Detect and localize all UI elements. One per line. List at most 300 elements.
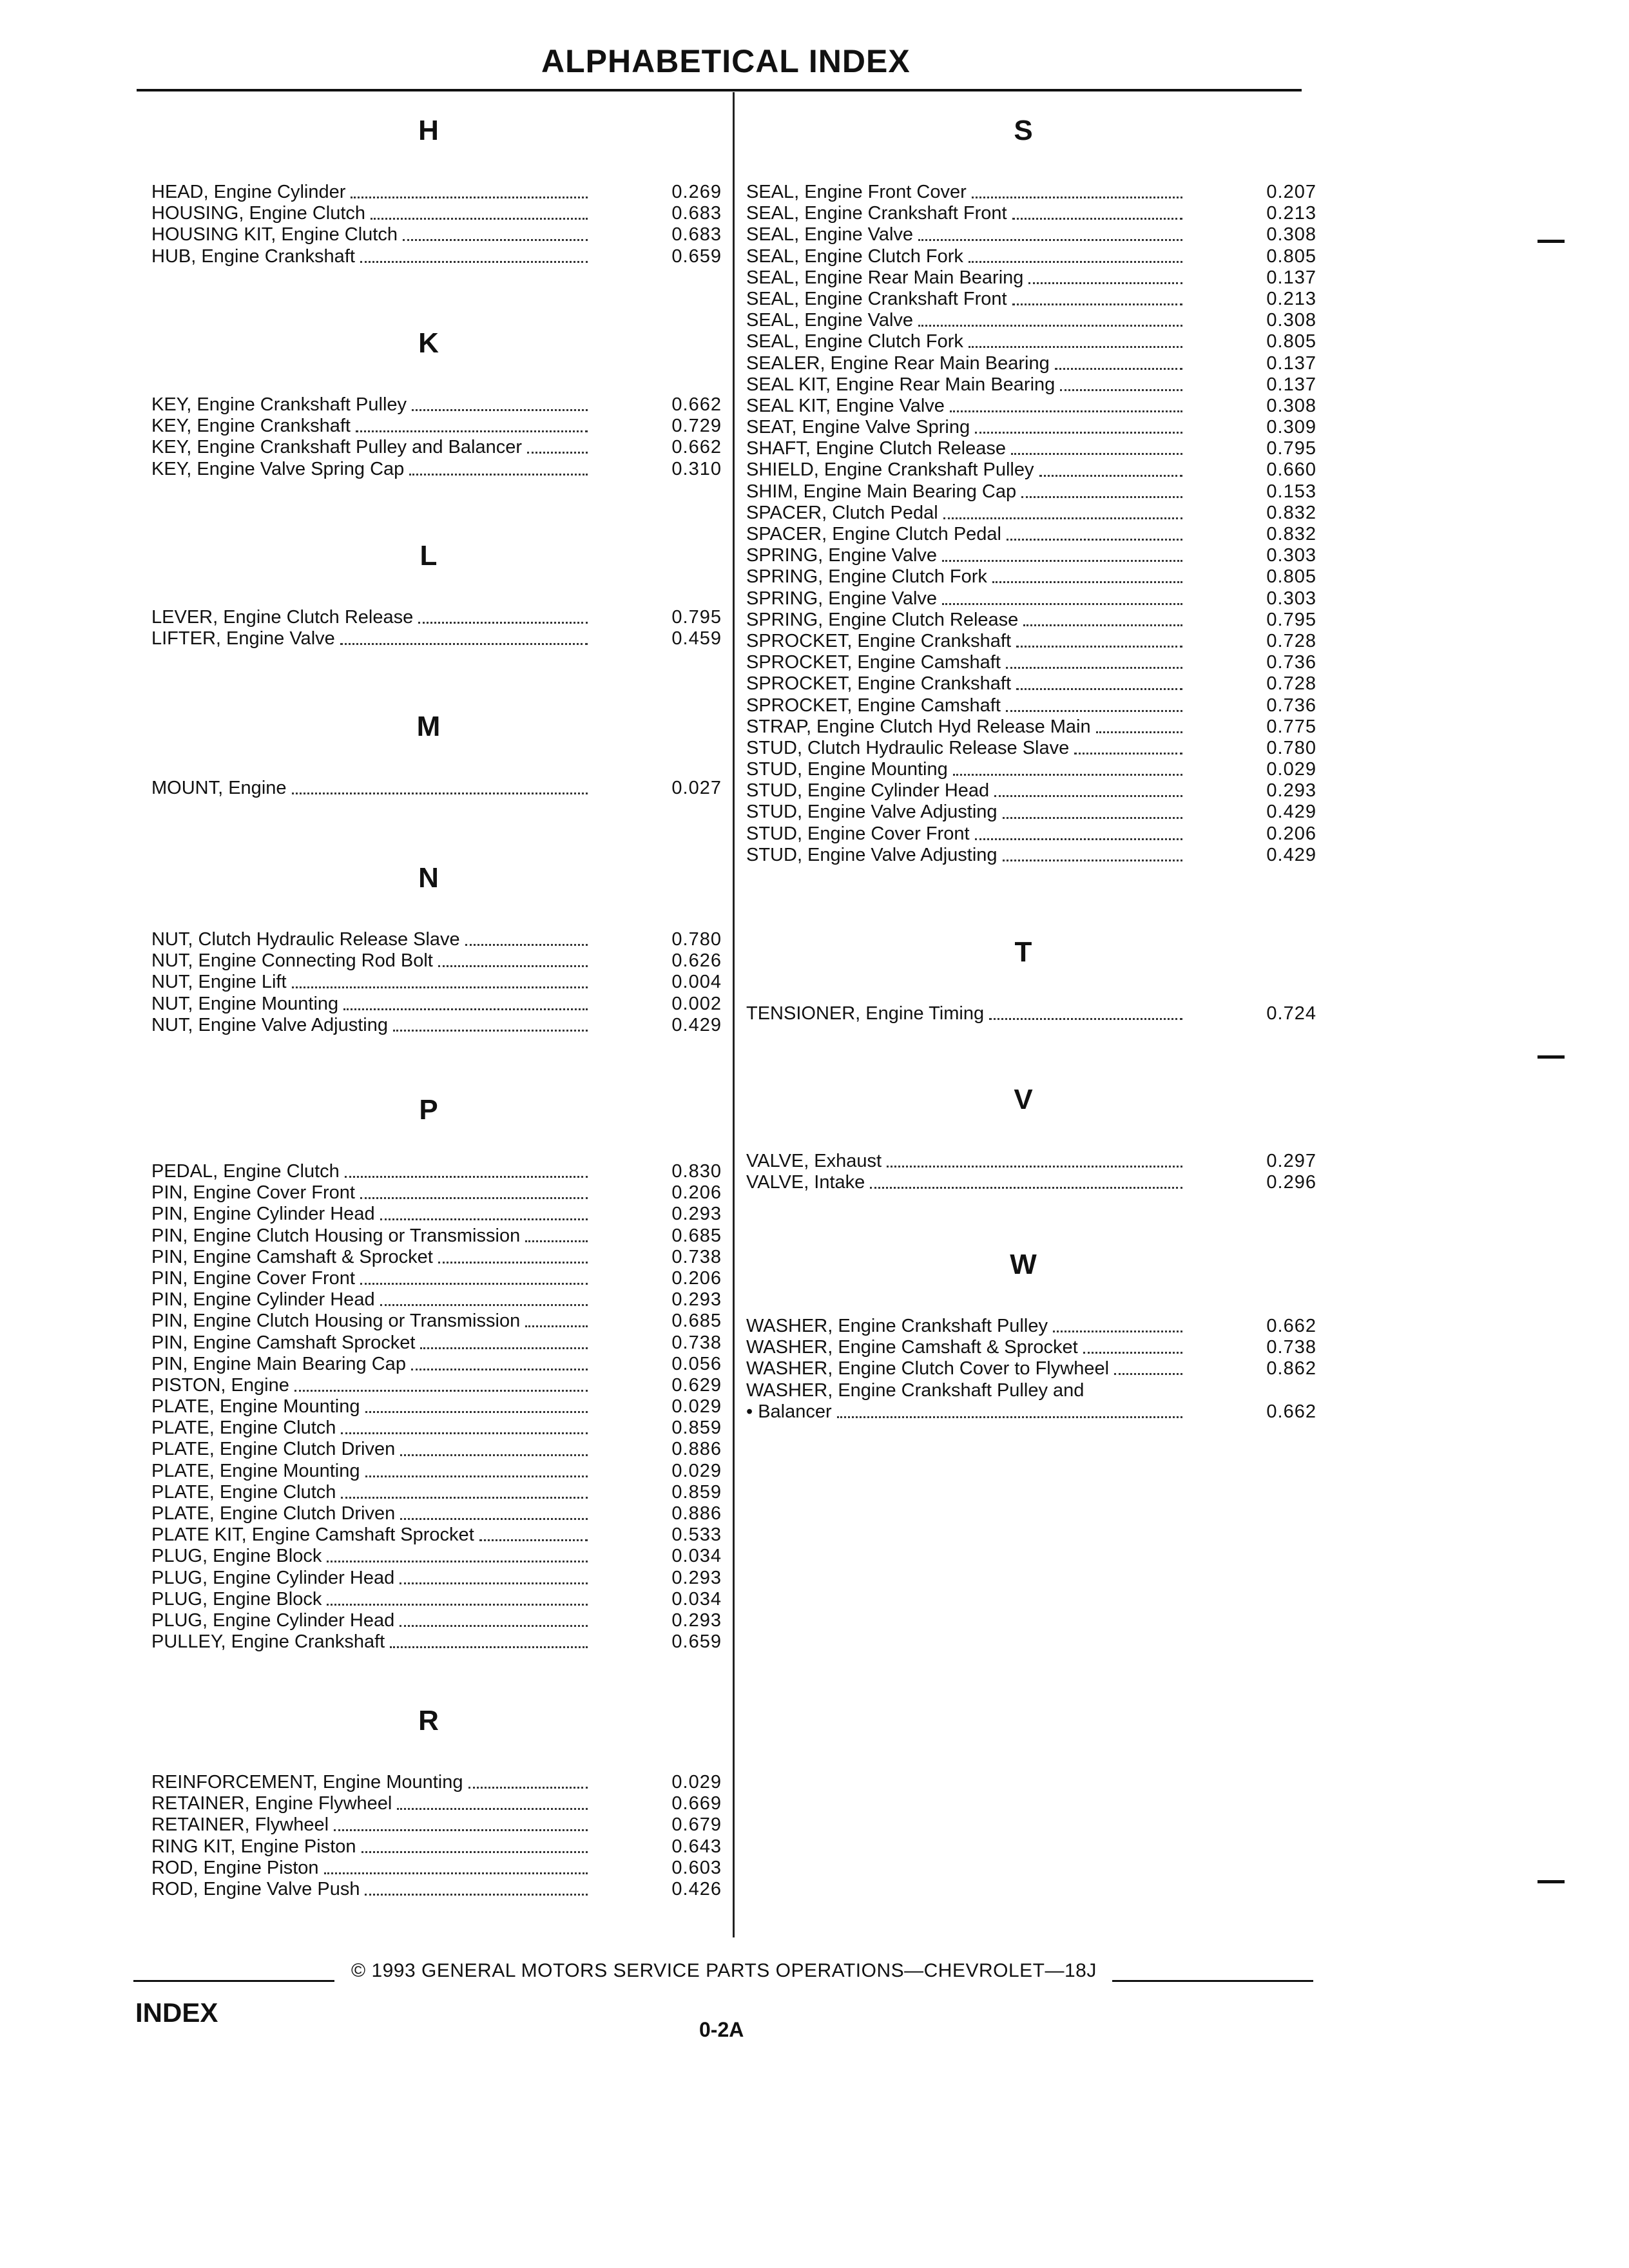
- index-entry: [746, 459, 1316, 481]
- dot-leader: [1074, 751, 1182, 754]
- entry-label-group: [746, 396, 1188, 417]
- entry-page-number: 0.679: [671, 1814, 722, 1836]
- entry-page-number: 0.780: [671, 929, 722, 950]
- entry-page-number: 0.029: [671, 1772, 722, 1792]
- entry-page-number: 0.029: [671, 1396, 722, 1418]
- index-entry: [746, 780, 1316, 802]
- entry-page-number: 0.805: [1266, 566, 1316, 588]
- page-title: ALPHABETICAL INDEX: [541, 43, 911, 79]
- entry-label-group: [151, 1418, 593, 1439]
- index-entry: [151, 1610, 722, 1631]
- entry-name: PLATE, Engine Clutch: [151, 1481, 336, 1503]
- dot-leader: [953, 773, 1182, 776]
- entry-page-number: 0.662: [1266, 1401, 1316, 1422]
- entry-label-group: [746, 246, 1188, 267]
- margin-mark: [1537, 1055, 1565, 1059]
- entry-page-number: 0.729: [671, 416, 722, 437]
- entry-name: SPRING, Engine Valve: [746, 545, 938, 566]
- entry-name: PIN, Engine Cylinder Head: [151, 1289, 375, 1311]
- dot-leader: [1012, 302, 1182, 305]
- entry-name: SPROCKET, Engine Crankshaft: [746, 630, 1012, 651]
- index-entry: [746, 503, 1316, 524]
- index-entry: [746, 1380, 1316, 1401]
- entry-name: PLATE KIT, Engine Camshaft Sprocket: [151, 1524, 474, 1546]
- index-entry: [151, 437, 722, 458]
- index-entry: [151, 950, 722, 972]
- entry-label-group: [746, 524, 1188, 545]
- entry-name: SPRING, Engine Clutch Fork: [746, 566, 987, 588]
- entry-label-group: [151, 224, 593, 245]
- index-entries: [151, 778, 722, 799]
- entry-name: SHIELD, Engine Crankshaft Pulley: [746, 459, 1034, 481]
- entry-label-group: [746, 545, 1188, 566]
- entry-label-group: [151, 1396, 593, 1418]
- dot-leader: [360, 1282, 588, 1285]
- dot-leader: [989, 1017, 1182, 1020]
- entry-label-group: [151, 994, 593, 1015]
- entry-page-number: 0.603: [671, 1857, 722, 1878]
- index-entry: [151, 972, 722, 993]
- entry-label-group: [151, 1524, 593, 1546]
- dot-leader: [412, 408, 588, 411]
- entry-page-number: 0.886: [671, 1503, 722, 1524]
- entry-label-group: [746, 481, 1188, 503]
- dot-leader: [371, 216, 588, 220]
- entry-name: PIN, Engine Clutch Housing or Transmission: [151, 1225, 521, 1246]
- entry-page-number: 0.056: [671, 1353, 722, 1374]
- index-entry: [746, 695, 1316, 716]
- entry-name: SPRING, Engine Clutch Release: [746, 609, 1019, 630]
- entry-page-number: 0.207: [1266, 182, 1316, 202]
- index-entry: [151, 607, 722, 628]
- entry-label-group: [746, 1172, 1188, 1193]
- dot-leader: [972, 195, 1182, 198]
- dot-leader: [1011, 452, 1182, 455]
- dot-leader: [942, 559, 1182, 562]
- dot-leader: [994, 794, 1182, 797]
- index-entries: [151, 182, 722, 267]
- index-entry: [746, 353, 1316, 374]
- entry-page-number: 0.685: [671, 1225, 722, 1246]
- dot-leader: [356, 429, 588, 432]
- index-entry: [151, 1332, 722, 1354]
- dot-leader: [327, 1602, 588, 1606]
- entry-page-number: 0.738: [671, 1332, 722, 1353]
- index-entry: [151, 1311, 722, 1332]
- entry-label-group: [746, 1358, 1188, 1379]
- index-entry: [746, 224, 1316, 245]
- entry-label-group: [151, 1225, 593, 1247]
- entry-label-group: [151, 1289, 593, 1311]
- index-entry: [746, 1358, 1316, 1379]
- entry-label-group: [746, 673, 1188, 695]
- entry-name: WASHER, Engine Clutch Cover to Flywheel: [746, 1358, 1110, 1379]
- entry-page-number: 0.795: [1266, 609, 1316, 630]
- entry-label-group: [746, 224, 1188, 245]
- dot-leader: [1053, 1329, 1182, 1332]
- entry-name: NUT, Engine Connecting Rod Bolt: [151, 950, 433, 972]
- dot-leader: [390, 1645, 588, 1648]
- section-letter: R: [418, 1705, 439, 1736]
- index-entry: [746, 331, 1316, 352]
- index-entry: [151, 1225, 722, 1247]
- index-entry: [746, 267, 1316, 289]
- entry-page-number: 0.795: [1266, 438, 1316, 459]
- index-entry: [151, 628, 722, 649]
- section-letter: W: [1010, 1249, 1037, 1280]
- entry-name: VALVE, Exhaust: [746, 1151, 882, 1171]
- dot-leader: [400, 1517, 588, 1520]
- entry-page-number: 0.805: [1266, 245, 1316, 267]
- index-entry: [746, 673, 1316, 695]
- dot-leader: [341, 1431, 588, 1434]
- entry-label-group: [746, 738, 1188, 759]
- entry-name: WASHER, Engine Camshaft & Sprocket: [746, 1337, 1078, 1358]
- index-entry: [746, 823, 1316, 845]
- footer-rule-right: [1112, 1980, 1313, 1982]
- footer-rule-left: [133, 1980, 334, 1982]
- dot-leader: [345, 1175, 588, 1178]
- entry-name: PLUG, Engine Block: [151, 1546, 322, 1567]
- entry-label-group: [151, 1247, 593, 1268]
- index-entries: [746, 1151, 1316, 1193]
- index-entry: [746, 1401, 1316, 1423]
- entry-label-group: [151, 607, 593, 628]
- dot-leader: [292, 985, 588, 988]
- index-entry: [151, 1354, 722, 1375]
- dot-leader: [1006, 666, 1182, 669]
- dot-leader: [1003, 816, 1182, 819]
- index-entry: [151, 1289, 722, 1311]
- entry-label-group: [151, 1015, 593, 1036]
- index-entry: [151, 1482, 722, 1503]
- index-entry: [151, 1161, 722, 1182]
- index-entry: [151, 246, 722, 267]
- entry-label-group: [746, 417, 1188, 438]
- entry-label-group: [151, 1858, 593, 1879]
- dot-leader: [400, 1581, 588, 1584]
- entry-name: SPROCKET, Engine Crankshaft: [746, 673, 1012, 695]
- entry-page-number: 0.293: [671, 1204, 722, 1225]
- dot-leader: [1023, 623, 1182, 626]
- entry-name: SPRING, Engine Valve: [746, 588, 938, 609]
- index-entry: [746, 716, 1316, 738]
- dot-leader: [397, 1807, 588, 1810]
- entry-name: SEAL, Engine Rear Main Bearing: [746, 267, 1024, 288]
- entry-page-number: 0.429: [1266, 844, 1316, 865]
- entry-name: PIN, Engine Main Bearing Cap: [151, 1353, 406, 1374]
- index-section-r: [151, 1680, 722, 1899]
- index-entry: [746, 310, 1316, 331]
- dot-leader: [411, 1367, 588, 1370]
- index-entry: [151, 1589, 722, 1610]
- entry-page-number: 0.728: [1266, 673, 1316, 695]
- entry-page-number: 0.738: [671, 1246, 722, 1267]
- index-entry: [746, 246, 1316, 267]
- dot-leader: [365, 1474, 588, 1477]
- entry-name: NUT, Engine Lift: [151, 972, 287, 993]
- index-entry: [151, 1247, 722, 1268]
- dot-leader: [468, 1785, 588, 1789]
- index-entry: [746, 289, 1316, 310]
- index-entry: [151, 1793, 722, 1814]
- section-letter: P: [419, 1094, 438, 1126]
- dot-leader: [327, 1559, 588, 1562]
- entry-name: HOUSING, Engine Clutch: [151, 203, 366, 224]
- index-section-w: [746, 1224, 1316, 1422]
- footer-section-label: INDEX: [135, 1997, 218, 2028]
- entry-label-group: [746, 459, 1188, 481]
- entry-label-group: [151, 1182, 593, 1204]
- entry-page-number: 0.662: [671, 394, 722, 415]
- index-entry: [746, 759, 1316, 780]
- entry-label-group: [746, 310, 1188, 331]
- entry-page-number: 0.137: [1266, 352, 1316, 374]
- entry-page-number: 0.029: [1266, 759, 1316, 780]
- index-entry: [151, 1461, 722, 1482]
- index-entry: [151, 1418, 722, 1439]
- entry-page-number: 0.206: [671, 1267, 722, 1289]
- dot-leader: [992, 580, 1182, 583]
- entry-name: PLATE, Engine Clutch: [151, 1418, 336, 1439]
- entry-label-group: [746, 182, 1188, 203]
- entry-page-number: 0.004: [671, 972, 722, 993]
- entry-name: KEY, Engine Valve Spring Cap: [151, 458, 405, 479]
- entry-page-number: 0.659: [671, 1631, 722, 1653]
- dot-leader: [525, 1324, 588, 1327]
- entry-page-number: 0.775: [1266, 716, 1316, 737]
- entry-page-number: 0.859: [671, 1481, 722, 1503]
- index-entry: [151, 1182, 722, 1204]
- entry-label-group: [151, 950, 593, 972]
- entry-label-group: [151, 416, 593, 437]
- entry-name: • Balancer: [746, 1401, 832, 1422]
- dot-leader: [1007, 537, 1182, 541]
- entry-label-group: [746, 503, 1188, 524]
- entry-page-number: 0.830: [671, 1161, 722, 1182]
- index-entry: [151, 1396, 722, 1418]
- entry-name: SPROCKET, Engine Camshaft: [746, 695, 1001, 716]
- column-divider: [733, 92, 735, 1937]
- index-entry: [151, 1375, 722, 1396]
- entry-label-group: [151, 1204, 593, 1225]
- entry-page-number: 0.780: [1266, 737, 1316, 758]
- index-entry: [151, 1204, 722, 1225]
- entry-label-group: [151, 972, 593, 993]
- dot-leader: [525, 1239, 588, 1242]
- entry-page-number: 0.662: [671, 437, 722, 458]
- index-entry: [151, 1858, 722, 1879]
- section-letter: H: [418, 115, 439, 146]
- entry-label-group: [746, 1401, 1188, 1423]
- entry-name: HEAD, Engine Cylinder: [151, 182, 346, 202]
- index-entry: [746, 545, 1316, 566]
- entry-label-group: [746, 331, 1188, 352]
- index-entries: [151, 929, 722, 1036]
- index-entry: [151, 1836, 722, 1858]
- entry-label-group: [746, 631, 1188, 652]
- index-entry: [151, 1015, 722, 1036]
- entry-label-group: [151, 1161, 593, 1182]
- entry-label-group: [746, 289, 1188, 310]
- index-entry: [151, 1772, 722, 1793]
- entry-page-number: 0.308: [1266, 224, 1316, 245]
- entry-label-group: [151, 1631, 593, 1653]
- index-entry: [746, 374, 1316, 396]
- entry-page-number: 0.429: [671, 1014, 722, 1035]
- dot-leader: [1083, 1350, 1182, 1354]
- entry-name: KEY, Engine Crankshaft Pulley and Balancer: [151, 437, 522, 458]
- entry-name: SEAL KIT, Engine Valve: [746, 395, 945, 416]
- dot-leader: [351, 195, 588, 198]
- entry-name: PLATE, Engine Mounting: [151, 1396, 360, 1418]
- entry-page-number: 0.137: [1266, 374, 1316, 395]
- index-entry: [746, 203, 1316, 224]
- entry-name: REINFORCEMENT, Engine Mounting: [151, 1772, 463, 1792]
- entry-name: STRAP, Engine Clutch Hyd Release Main: [746, 716, 1091, 737]
- entry-name: SHAFT, Engine Clutch Release: [746, 438, 1006, 459]
- index-section-l: [151, 515, 722, 649]
- index-entry: [151, 1503, 722, 1524]
- entry-page-number: 0.662: [1266, 1316, 1316, 1336]
- dot-leader: [1060, 388, 1182, 391]
- entry-label-group: [151, 628, 593, 649]
- index-entry: [746, 396, 1316, 417]
- index-section-p: [151, 1070, 722, 1653]
- entry-label-group: [746, 374, 1188, 396]
- entry-name: PLUG, Engine Cylinder Head: [151, 1567, 395, 1588]
- entry-page-number: 0.626: [671, 950, 722, 972]
- dot-leader: [1096, 730, 1182, 733]
- entry-name: SEAL, Engine Front Cover: [746, 182, 967, 202]
- entry-name: STUD, Engine Valve Adjusting: [746, 802, 998, 823]
- entry-name: SEAL, Engine Valve: [746, 310, 914, 331]
- entry-name: SEAL, Engine Clutch Fork: [746, 331, 963, 352]
- entry-page-number: 0.862: [1266, 1358, 1316, 1379]
- entry-page-number: 0.002: [671, 993, 722, 1014]
- dot-leader: [420, 1346, 588, 1349]
- entry-label-group: [746, 1380, 1188, 1401]
- dot-leader: [400, 1453, 588, 1456]
- dot-leader: [343, 1007, 588, 1010]
- entry-label-group: [151, 1836, 593, 1858]
- section-letter: N: [418, 862, 439, 894]
- index-entry: [746, 845, 1316, 866]
- entry-page-number: 0.293: [671, 1289, 722, 1311]
- entry-name: PLATE, Engine Clutch Driven: [151, 1503, 396, 1524]
- index-entry: [151, 1568, 722, 1589]
- dot-leader: [1089, 1394, 1182, 1396]
- entry-page-number: 0.738: [1266, 1337, 1316, 1358]
- entry-label-group: [746, 1151, 1188, 1172]
- section-letter: T: [1014, 936, 1032, 968]
- entry-name: WASHER, Engine Crankshaft Pulley and: [746, 1379, 1084, 1401]
- dot-leader: [418, 620, 588, 624]
- index-entry: [151, 1814, 722, 1836]
- entry-label-group: [151, 1332, 593, 1354]
- index-section-n: [151, 838, 722, 1035]
- index-entry: [151, 1268, 722, 1289]
- entry-page-number: 0.795: [671, 607, 722, 628]
- entry-page-number: 0.206: [671, 1182, 722, 1204]
- entry-name: VALVE, Intake: [746, 1172, 865, 1193]
- dot-leader: [1021, 495, 1182, 498]
- entry-name: WASHER, Engine Crankshaft Pulley: [746, 1316, 1048, 1336]
- entry-label-group: [151, 1879, 593, 1900]
- index-entry: [746, 802, 1316, 823]
- entry-page-number: 0.459: [671, 628, 722, 649]
- entry-label-group: [151, 1568, 593, 1589]
- entry-name: HOUSING KIT, Engine Clutch: [151, 224, 398, 245]
- entry-name: SPACER, Engine Clutch Pedal: [746, 524, 1002, 544]
- entry-name: PLUG, Engine Block: [151, 1588, 322, 1610]
- entry-label-group: [151, 437, 593, 458]
- entry-name: PIN, Engine Clutch Housing or Transmission: [151, 1311, 521, 1332]
- section-letter: S: [1014, 115, 1033, 146]
- dot-leader: [465, 943, 588, 946]
- entry-label-group: [746, 1003, 1188, 1024]
- dot-leader: [1016, 644, 1182, 648]
- index-entry: [151, 1631, 722, 1653]
- footer-page-number: 0-2A: [699, 2018, 744, 2041]
- entry-label-group: [151, 1375, 593, 1396]
- dot-leader: [479, 1538, 588, 1541]
- entry-name: RING KIT, Engine Piston: [151, 1836, 356, 1857]
- index-entry: [746, 738, 1316, 759]
- entry-label-group: [151, 1354, 593, 1375]
- dot-leader: [341, 1495, 588, 1499]
- dot-leader: [975, 430, 1182, 434]
- footer-copyright: © 1993 GENERAL MOTORS SERVICE PARTS OPERATIONS—CHEVROLET—18J: [351, 1960, 1097, 1981]
- entry-page-number: 0.724: [1266, 1003, 1316, 1024]
- entry-name: KEY, Engine Crankshaft: [151, 416, 351, 437]
- dot-leader: [380, 1303, 588, 1306]
- entry-label-group: [151, 203, 593, 224]
- dot-leader: [365, 1892, 588, 1896]
- entry-page-number: 0.669: [671, 1793, 722, 1814]
- entry-name: KEY, Engine Crankshaft Pulley: [151, 394, 407, 415]
- index-entry: [746, 631, 1316, 652]
- dot-leader: [1114, 1372, 1182, 1375]
- margin-mark: [1537, 240, 1565, 243]
- entry-page-number: 0.309: [1266, 417, 1316, 438]
- entry-label-group: [151, 1461, 593, 1482]
- dot-leader: [438, 1260, 588, 1264]
- entry-page-number: 0.426: [671, 1878, 722, 1899]
- entry-label-group: [151, 1793, 593, 1814]
- entry-name: SEALER, Engine Rear Main Bearing: [746, 352, 1050, 374]
- entry-label-group: [151, 1589, 593, 1610]
- entry-name: SEAL KIT, Engine Rear Main Bearing: [746, 374, 1055, 395]
- index-entries: [746, 1316, 1316, 1423]
- dot-leader: [340, 642, 588, 645]
- entry-label-group: [746, 759, 1188, 780]
- index-section-s: [746, 90, 1316, 865]
- section-letter: L: [419, 540, 438, 572]
- entry-page-number: 0.034: [671, 1546, 722, 1567]
- entry-name: LEVER, Engine Clutch Release: [151, 607, 414, 628]
- index-section-h: [151, 90, 722, 267]
- entry-page-number: 0.736: [1266, 652, 1316, 673]
- dot-leader: [361, 1850, 588, 1853]
- entry-name: PLATE, Engine Clutch Driven: [151, 1439, 396, 1460]
- entry-name: SEAL, Engine Crankshaft Front: [746, 203, 1007, 224]
- dot-leader: [975, 837, 1182, 840]
- entry-label-group: [746, 802, 1188, 823]
- entry-label-group: [746, 353, 1188, 374]
- entry-label-group: [151, 459, 593, 480]
- dot-leader: [887, 1164, 1182, 1168]
